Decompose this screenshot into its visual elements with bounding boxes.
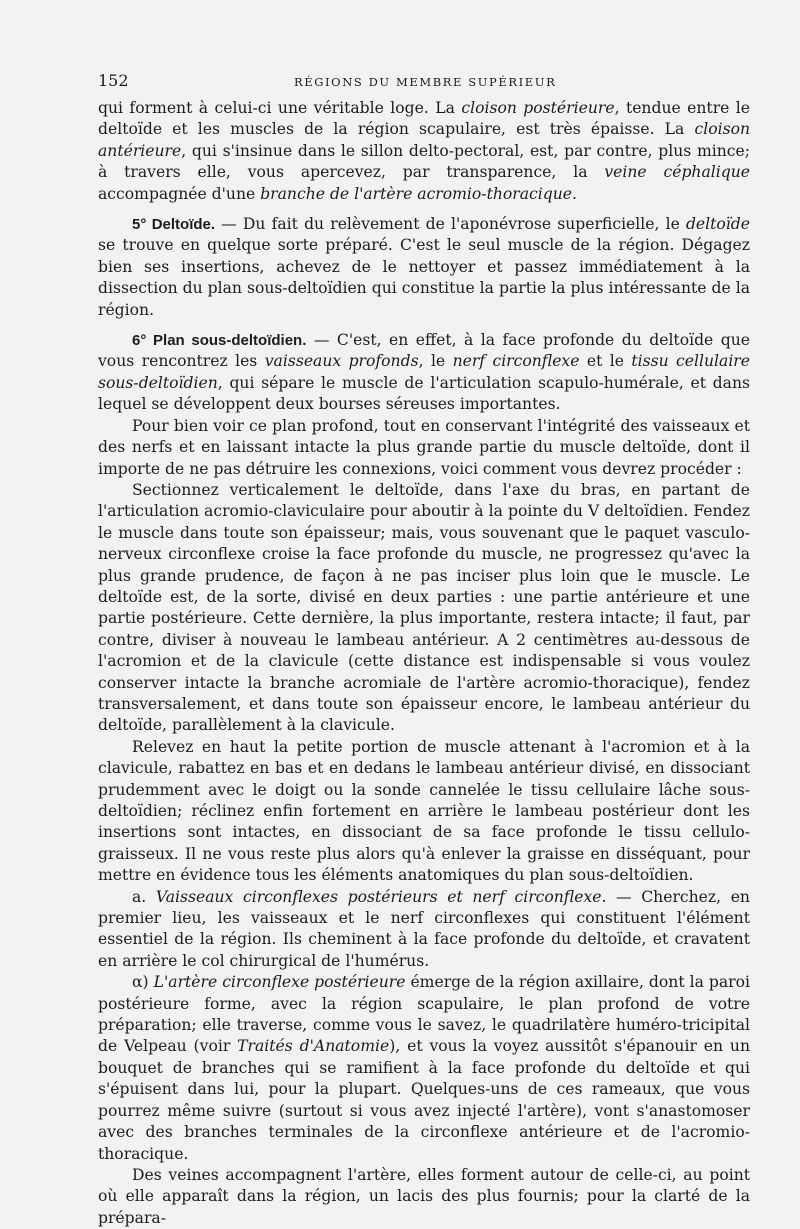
running-title: RÉGIONS DU MEMBRE SUPÉRIEUR bbox=[294, 75, 557, 89]
paragraph-procedure-intro: Pour bien voir ce plan profond, tout en conservant l'intégrité des vaisseaux et des nerfs et en laissant intacte la plus grande partie du muscle deltoïde, dont il importe de ne pas détruire les connexions, voici comment vous devrez procéder : bbox=[98, 416, 750, 478]
paragraph-section-deltoide: Sectionnez verticalement le deltoïde, dans l'axe du bras, en partant de l'articulation acromio-claviculaire pour aboutir à la pointe du V deltoïdien. Fendez le muscle dans toute son épaisseur; mais, vous souvenant que le paquet vasculo-nerveux circonflexe croise la face profonde du muscle, ne progressez qu'avec la plus grande prudence, de façon à ne pas inciser plus loin que le muscle. Le deltoïde est, de la sorte, divisé en deux parties : une partie antérieure et une partie postérieure. Cette dernière, la plus importante, restera intacte; il faut, par contre, diviser à nouveau le lambeau antérieur. A 2 centimètres au-dessous de l'acromion et de la clavicule (cette distance est indispensable si vous voulez conserver intacte la branche acromiale de l'artère acromio-thoracique), fendez transversalement, et dans toute son épaisseur encore, le lambeau antérieur du deltoïde, parallèlement à la clavicule. bbox=[98, 480, 750, 735]
paragraph-artere-circonflexe: α) L'artère circonflexe postérieure émerge de la région axillaire, dont la paroi postérieure forme, avec la région scapulaire, le plan profond de votre préparation; elle traverse, comme vous le savez, le quadrilatère huméro-tricipital de Velpeau (voir Traités d'Anatomie), et vous la voyez aussitôt s'épanouir en un bouquet de branches qui se ramifient à la face profonde du deltoïde et qui s'épuisent dans lui, pour la plupart. Quelques-uns de ces rameaux, que vous pourrez même suivre (surtout si vous avez injecté l'artère), vont s'anastomoser avec des branches terminales de la circonflexe antérieure et de l'acromio-thoracique. bbox=[98, 973, 751, 1163]
paragraph-vaisseaux-circonflexes: a. Vaisseaux circonflexes postérieurs et nerf circonflexe. — Cherchez, en premier lieu, les vaisseaux et le nerf circonflexes qui constituent l'élément essentiel de la région. Ils cheminent à la face profonde du deltoïde, et cravatent en arrière le col chirurgical de l'humérus. bbox=[98, 887, 750, 970]
page bbox=[98, 70, 750, 1229]
paragraph-veines: Des veines accompagnent l'artère, elles forment autour de celle-ci, au point où elle apparaît dans la région, un lacis des plus fournis; pour la clarté de la prépara- bbox=[98, 1165, 750, 1227]
paragraph-relevez: Relevez en haut la petite portion de muscle attenant à l'acromion et à la clavicule, rabattez en bas et en dedans le lambeau antérieur divisé, en dissociant prudemment avec le doigt ou la sonde cannelée le tissu cellulaire lâche sous-deltoïdien; réclinez enfin fortement en arrière le lambeau postérieur dont les insertions sont intactes, en dissociant de sa face profonde le tissu cellulo-graisseux. Il ne vous reste plus alors qu'à enlever la graisse en disséquant, pour mettre en évidence tous les éléments anatomiques du plan sous-deltoïdien. bbox=[98, 737, 750, 885]
section-heading: 6° Plan sous-deltoïdien. bbox=[132, 332, 307, 350]
section-deltoide: 5° Deltoïde. — Du fait du relèvement de l'aponévrose superficielle, le deltoïde se trouve en quelque sorte préparé. C'est le seul muscle de la région. Dégagez bien ses insertions, achevez de le nettoyer et passez immédiatement à la dissection du plan sous-deltoïdien qui constitue la partie la plus intéressante de la région. bbox=[98, 215, 750, 319]
page-header bbox=[98, 70, 750, 98]
section-heading: 5° Deltoïde. bbox=[132, 216, 216, 234]
paragraph-cloisons: qui forment à celui-ci une véritable loge. La cloison postérieure, tendue entre le deltoïde et les muscles de la région scapulaire, est très épaisse. La cloison antérieure, qui s'insinue dans le sillon delto-pectoral, est, par contre, plus mince; à travers elle, vous apercevez, par transparence, la veine céphalique accompagnée d'une branche de l'artère acromio-thoracique. bbox=[98, 99, 751, 203]
page-number: 152 bbox=[98, 71, 129, 90]
section-plan-sous-deltoidien: 6° Plan sous-deltoïdien. — C'est, en effet, à la face profonde du deltoïde que vous rencontrez les vaisseaux profonds, le nerf circonflexe et le tissu cellulaire sous-deltoïdien, qui sépare le muscle de l'articulation scapulo-humérale, et dans lequel se développent deux bourses séreuses importantes. bbox=[98, 331, 751, 414]
